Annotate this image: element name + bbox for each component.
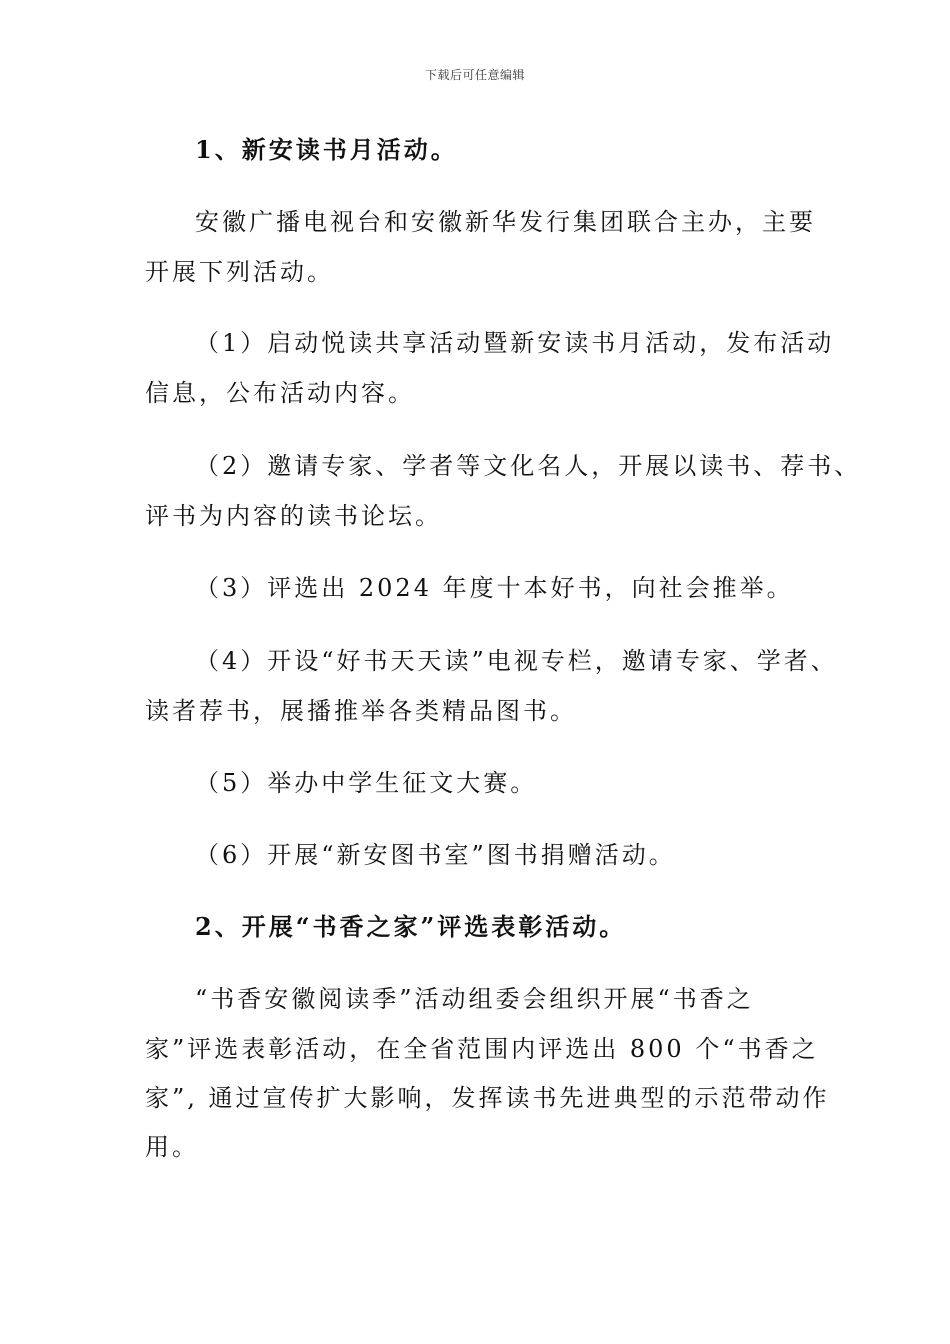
item-2-line-1: （2）邀请专家、学者等文化名人，开展以读书、荐书、 xyxy=(195,452,862,480)
item-4-line-1: （4）开设“好书天天读”电视专栏，邀请专家、学者、 xyxy=(195,647,838,675)
section-1-intro-line-2: 开展下列活动。 xyxy=(145,258,334,286)
section-2-body-line-3: 家”, 通过宣传扩大影响，发挥读书先进典型的示范带动作 xyxy=(145,1084,830,1112)
item-6-line-1: （6）开展“新安图书室”图书捐赠活动。 xyxy=(195,841,676,869)
section-1-heading: 1、新安读书月活动。 xyxy=(195,135,458,164)
section-2-heading: 2、开展“书香之家”评选表彰活动。 xyxy=(195,912,627,941)
item-3-line-1: （3）评选出 2024 年度十本好书，向社会推举。 xyxy=(195,574,794,602)
item-2-line-2: 评书为内容的读书论坛。 xyxy=(145,502,442,530)
section-2-body-line-1: “书香安徽阅读季”活动组委会组织开展“书香之 xyxy=(195,985,754,1013)
item-5-line-1: （5）举办中学生征文大赛。 xyxy=(195,769,538,797)
item-1-line-2: 信息，公布活动内容。 xyxy=(145,379,415,407)
item-1-line-1: （1）启动悦读共享活动暨新安读书月活动，发布活动 xyxy=(195,329,835,357)
section-2-body-line-4: 用。 xyxy=(145,1133,199,1161)
page-header-note: 下载后可任意编辑 xyxy=(424,68,525,82)
item-4-line-2: 读者荐书，展播推举各类精品图书。 xyxy=(145,697,577,725)
section-1-intro-line-1: 安徽广播电视台和安徽新华发行集团联合主办，主要 xyxy=(195,208,816,236)
section-2-body-line-2: 家”评选表彰活动，在全省范围内评选出 800 个“书香之 xyxy=(145,1035,819,1063)
